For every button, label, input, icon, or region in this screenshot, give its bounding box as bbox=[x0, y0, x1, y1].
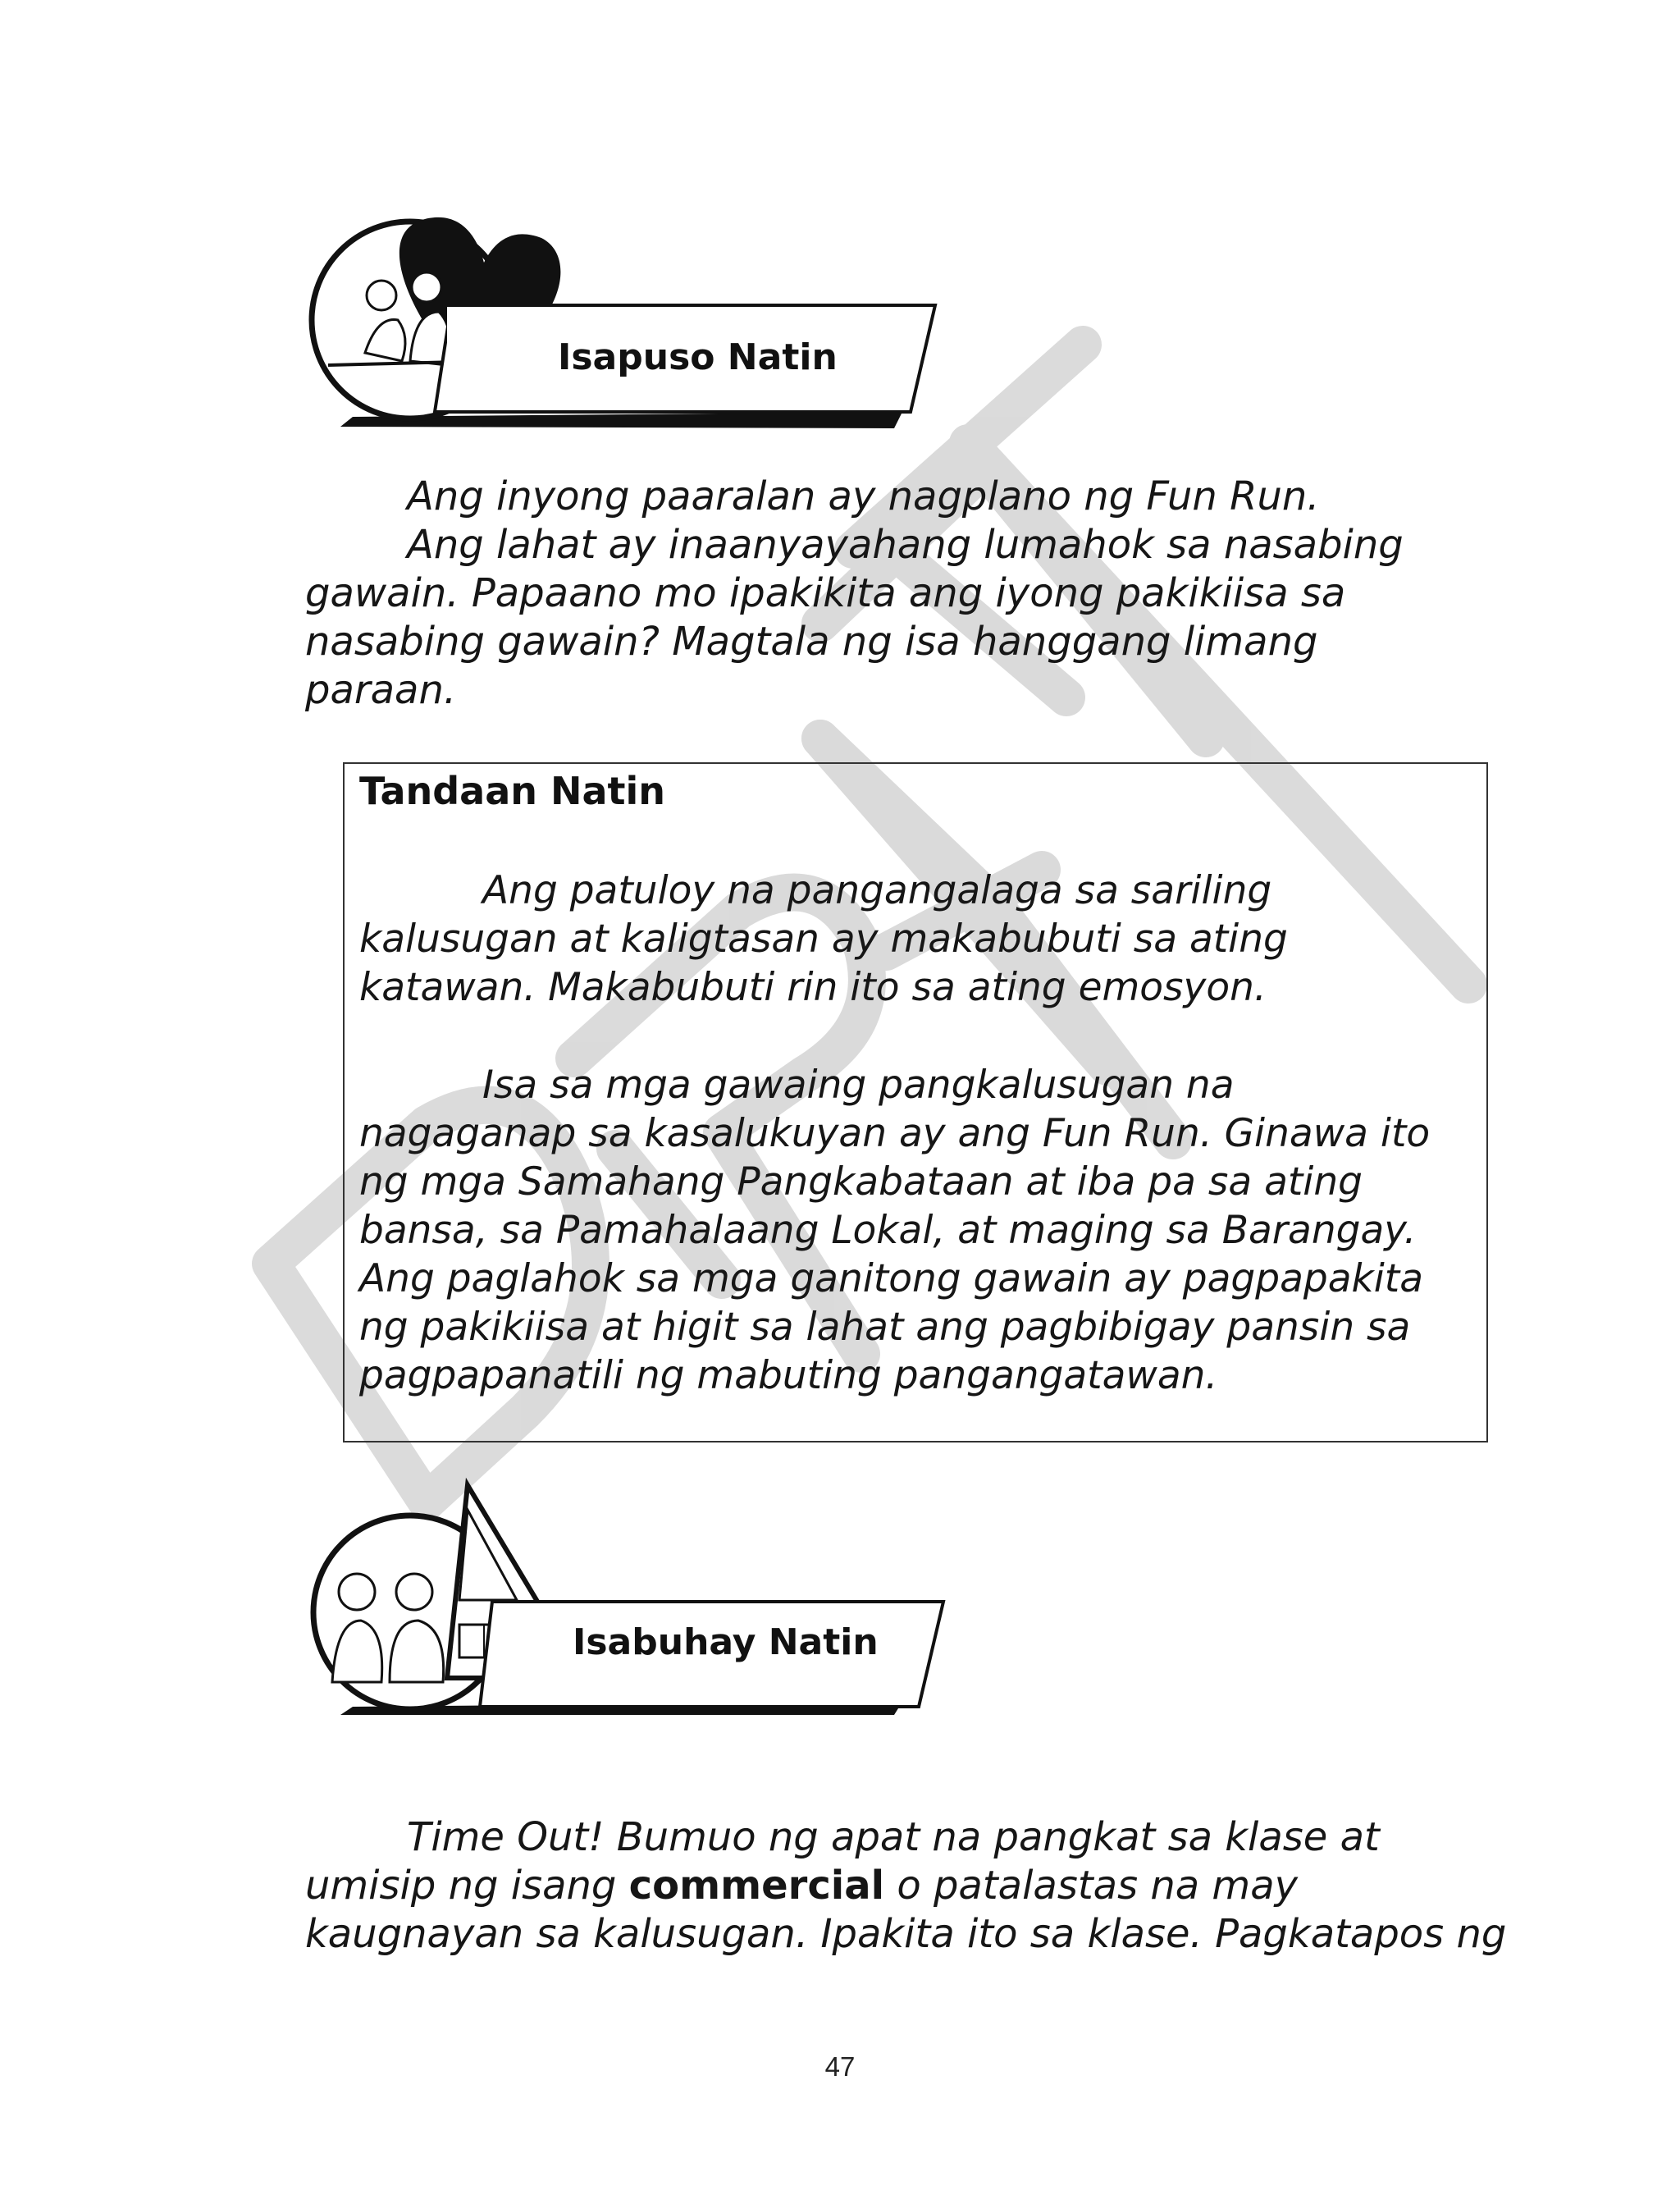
paragraph-line: Ang inyong paaralan ay nagplano ng Fun Run. bbox=[407, 473, 1320, 519]
tandaan-paragraph-2 bbox=[359, 1061, 1430, 1400]
paragraph-line: pagpapanatili ng mabuting pangangatawan. bbox=[359, 1353, 1218, 1398]
isapuso-illustration bbox=[295, 197, 952, 435]
text-segment: umisip ng isang bbox=[305, 1863, 629, 1909]
page-number: 47 bbox=[824, 2051, 856, 2082]
paragraph-line: Ang lahat ay inaanyayahang lumahok sa nasabing bbox=[407, 522, 1404, 568]
paragraph-line: katawan. Makabubuti rin ito sa ating emosyon. bbox=[359, 965, 1267, 1010]
tandaan-paragraph-1 bbox=[359, 866, 1288, 1012]
paragraph-line: Isa sa mga gawaing pangkalusugan na bbox=[482, 1063, 1235, 1108]
isabuhay-illustration bbox=[295, 1477, 952, 1715]
text-segment: o patalastas na may bbox=[884, 1863, 1299, 1909]
isapuso-header bbox=[295, 197, 952, 435]
paragraph-line: nasabing gawain? Magtala ng isa hanggang limang bbox=[305, 619, 1318, 665]
paragraph-line: bansa, sa Pamahalaang Lokal, at maging sa Barangay. bbox=[359, 1208, 1417, 1253]
tandaan-title: Tandaan Natin bbox=[359, 769, 666, 813]
isabuhay-header bbox=[295, 1477, 952, 1715]
bold-word: commercial bbox=[628, 1863, 885, 1909]
isapuso-title: Isapuso Natin bbox=[558, 336, 838, 378]
paragraph-line: paraan. bbox=[305, 667, 457, 713]
tandaan-box bbox=[343, 762, 1488, 1442]
isapuso-paragraph bbox=[305, 473, 1404, 715]
paragraph-line: ng mga Samahang Pangkabataan at iba pa sa ating bbox=[359, 1159, 1363, 1205]
paragraph-line: Ang paglahok sa mga ganitong gawain ay pagpapakita bbox=[359, 1256, 1424, 1301]
isabuhay-title: Isabuhay Natin bbox=[573, 1621, 879, 1663]
paragraph-line: ng pakikiisa at higit sa lahat ang pagbibigay pansin sa bbox=[359, 1305, 1411, 1350]
paragraph-line: kalusugan at kaligtasan ay makabubuti sa ating bbox=[359, 917, 1288, 962]
paragraph-line: nagaganap sa kasalukuyan ay ang Fun Run. Ginawa ito bbox=[359, 1111, 1431, 1156]
paragraph-line: gawain. Papaano mo ipakikita ang iyong pakikiisa sa bbox=[305, 570, 1346, 616]
isabuhay-paragraph bbox=[305, 1813, 1506, 1959]
paragraph-line: kaugnayan sa kalusugan. Ipakita ito sa klase. Pagkatapos ng bbox=[305, 1911, 1507, 1957]
paragraph-line-with-bold bbox=[305, 1862, 1506, 1910]
paragraph-line: Ang patuloy na pangangalaga sa sariling bbox=[482, 868, 1272, 913]
paragraph-line: Time Out! Bumuo ng apat na pangkat sa klase at bbox=[407, 1814, 1380, 1860]
